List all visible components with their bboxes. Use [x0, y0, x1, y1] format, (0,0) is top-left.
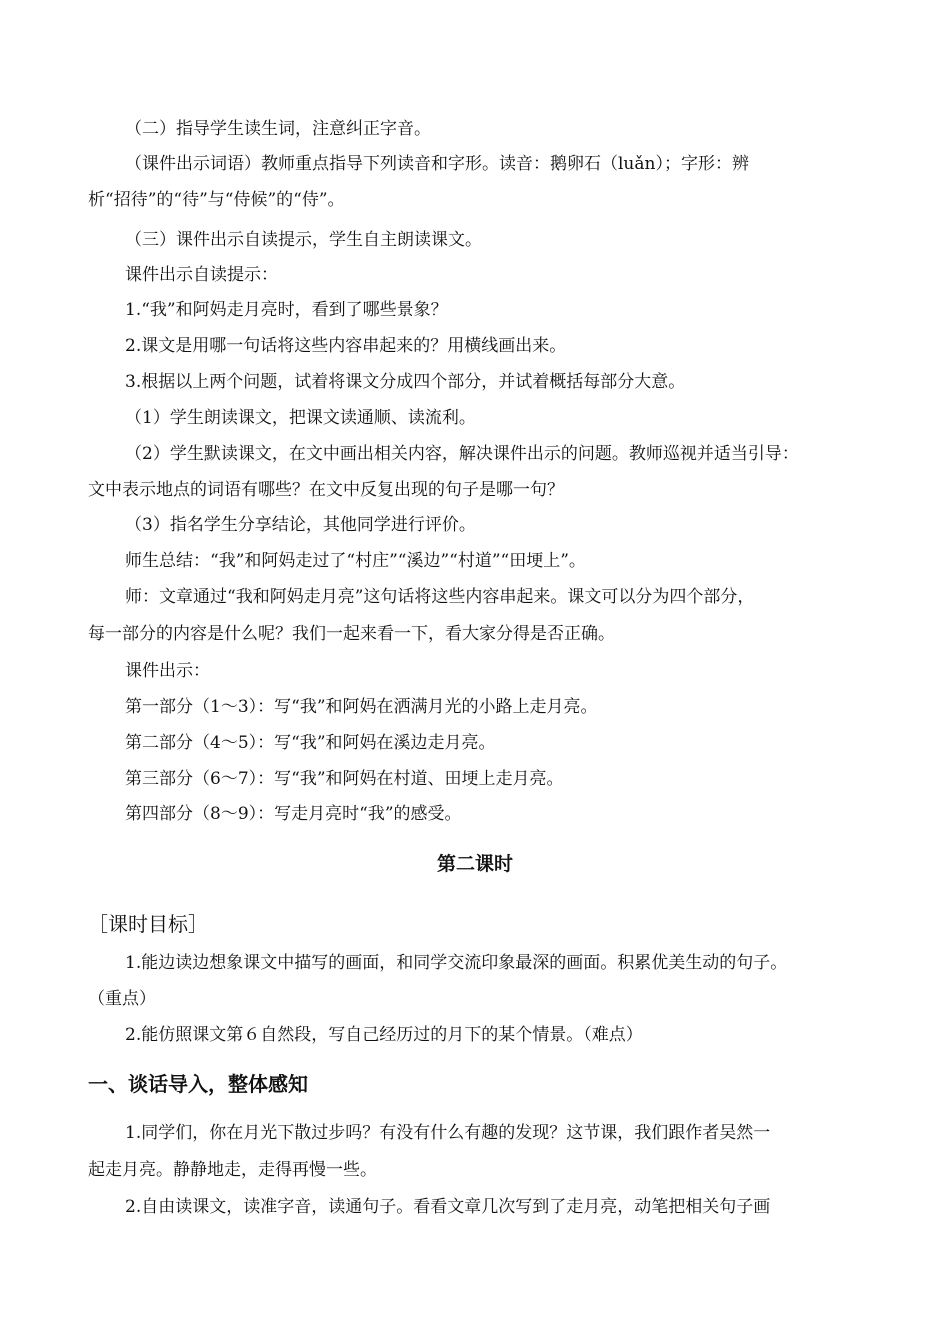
- section1-item1-line2: 起走月亮。静静地走，走得再慢一些。: [88, 1160, 377, 1180]
- summary: 师生总结：“我”和阿妈走过了“村庄”“溪边”“村道”“田埂上”。: [125, 551, 586, 571]
- part-4: 第四部分（8～9）：写走月亮时“我”的感受。: [125, 804, 462, 824]
- teacher-remark-line1: 师：文章通过“我和阿妈走月亮”这句话将这些内容串起来。课文可以分为四个部分，: [125, 587, 755, 607]
- section1-item2-line1: 2.自由读课文，读准字音，读通句子。看看文章几次写到了走月亮，动笔把相关句子画: [125, 1197, 771, 1217]
- part-1: 第一部分（1～3）：写“我”和阿妈在洒满月光的小路上走月亮。: [125, 697, 598, 717]
- paragraph-courseware-words-line2: 析“招待”的“待”与“侍候”的“侍”。: [88, 190, 345, 210]
- section1-item1-line1: 1.同学们，你在月光下散过步吗？有没有什么有趣的发现？这节课，我们跟作者吴然一: [125, 1123, 771, 1143]
- goal-1-line2: （重点）: [88, 989, 156, 1009]
- paragraph-guide-new-words: （二）指导学生读生词，注意纠正字音。: [125, 119, 431, 139]
- part-2: 第二部分（4～5）：写“我”和阿妈在溪边走月亮。: [125, 733, 496, 753]
- teacher-remark-line2: 每一部分的内容是什么呢？我们一起来看一下，看大家分得是否正确。: [88, 624, 615, 644]
- paragraph-reading-tips: 课件出示自读提示：: [125, 265, 278, 285]
- goal-2: 2.能仿照课文第６自然段，写自己经历过的月下的某个情景。（难点）: [125, 1025, 643, 1045]
- step-2-line1: （2）学生默读课文，在文中画出相关内容，解决课件出示的问题。教师巡视并适当引导：: [125, 444, 799, 464]
- step-1: （1）学生朗读课文，把课文读通顺、读流利。: [125, 408, 476, 428]
- question-2: 2.课文是用哪一句话将这些内容串起来的？用横线画出来。: [125, 336, 567, 356]
- goals-heading: ［课时目标］: [88, 912, 208, 936]
- part-3: 第三部分（6～7）：写“我”和阿妈在村道、田埂上走月亮。: [125, 769, 564, 789]
- step-3: （3）指名学生分享结论，其他同学进行评价。: [125, 515, 476, 535]
- lesson-title: 第二课时: [436, 853, 513, 875]
- courseware-shows: 课件出示：: [125, 661, 210, 681]
- question-1: 1.“我”和阿妈走月亮时，看到了哪些景象？: [125, 300, 448, 320]
- question-3: 3.根据以上两个问题，试着将课文分成四个部分，并试着概括每部分大意。: [125, 372, 686, 392]
- step-2-line2: 文中表示地点的词语有哪些？在文中反复出现的句子是哪一句？: [88, 480, 564, 500]
- section-heading-1: 一、谈话导入，整体感知: [88, 1072, 308, 1096]
- paragraph-courseware-words-line1: （课件出示词语）教师重点指导下列读音和字形。读音：鹅卵石（luǎn）；字形：辨: [125, 154, 749, 174]
- paragraph-self-reading: （三）课件出示自读提示，学生自主朗读课文。: [125, 230, 482, 250]
- goal-1-line1: 1.能边读边想象课文中描写的画面，和同学交流印象最深的画面。积累优美生动的句子。: [125, 953, 788, 973]
